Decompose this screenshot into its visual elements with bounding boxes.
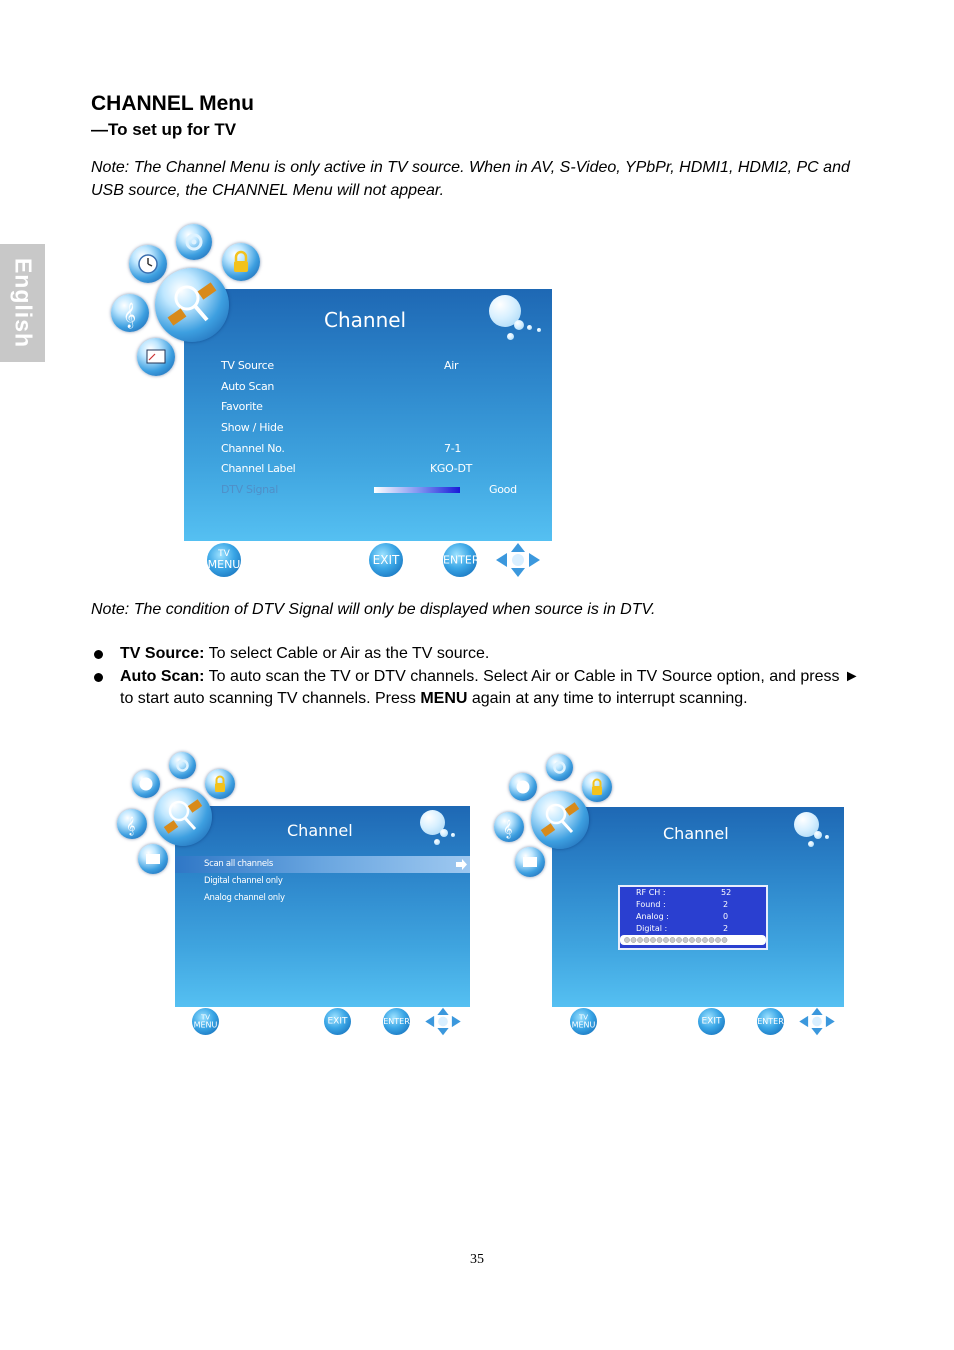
option-digital-channel-only[interactable]: Digital channel only <box>204 876 283 886</box>
navigation-arrows-icon[interactable] <box>424 1007 462 1036</box>
menu-value-dtv-signal: Good <box>489 483 517 496</box>
page-number: 35 <box>470 1252 484 1267</box>
menu-title: Channel <box>324 308 407 332</box>
menu-item-auto-scan[interactable]: Auto Scan <box>221 380 275 393</box>
channel-menu-screenshot <box>89 210 552 578</box>
term-tv-source: TV Source: <box>120 645 205 662</box>
feature-list <box>91 643 861 711</box>
exit-button[interactable]: EXIT <box>369 543 403 577</box>
desc-auto-scan-end: again at any time to interrupt scanning. <box>467 690 748 707</box>
desc-tv-source: To select Cable or Air as the TV source. <box>204 645 490 662</box>
option-analog-channel-only[interactable]: Analog channel only <box>204 893 285 903</box>
settings-gear-icon <box>169 752 196 779</box>
music-note-icon <box>494 812 524 842</box>
list-item-auto-scan <box>91 666 861 711</box>
scan-label-analog: Analog : <box>636 912 669 921</box>
scan-progress-bar <box>620 935 766 945</box>
enter-button[interactable]: ENTER <box>757 1008 784 1035</box>
enter-button[interactable]: ENTER <box>383 1008 410 1035</box>
tv-menu-button[interactable]: TV MENU <box>192 1008 219 1035</box>
scan-value-digital: 2 <box>723 924 729 933</box>
screen-picture-icon <box>515 847 545 877</box>
scan-progress-dots <box>623 936 733 944</box>
menu-key-name: MENU <box>420 690 468 707</box>
decor-bubble <box>814 831 822 839</box>
enter-button[interactable]: ENTER <box>443 543 477 577</box>
svg-text:𝄞: 𝄞 <box>126 816 136 835</box>
navigation-arrows-icon[interactable] <box>798 1007 836 1036</box>
list-item-tv-source <box>91 643 861 666</box>
auto-scan-options-screenshot <box>104 740 470 1036</box>
tv-menu-button[interactable]: TV MENU <box>207 543 241 577</box>
decor-bubble <box>440 829 448 837</box>
option-scan-all-channels[interactable]: Scan all channels <box>204 859 273 869</box>
svg-text:𝄞: 𝄞 <box>123 303 137 328</box>
tv-menu-button[interactable]: TV MENU <box>570 1008 597 1035</box>
svg-text:𝄞: 𝄞 <box>503 819 513 838</box>
exit-button[interactable]: EXIT <box>698 1008 725 1035</box>
decor-bubble <box>537 328 541 332</box>
section-heading: CHANNEL Menu <box>91 92 254 115</box>
decor-bubble <box>507 333 514 340</box>
scan-label-digital: Digital : <box>636 924 668 933</box>
menu-item-dtv-signal: DTV Signal <box>221 483 279 496</box>
menu-item-favorite[interactable]: Favorite <box>221 400 263 413</box>
screen-picture-icon <box>137 338 175 376</box>
menu-item-tv-source[interactable]: TV Source <box>221 359 274 372</box>
screen-picture-icon <box>138 844 168 874</box>
arrow-right-icon <box>454 858 468 871</box>
term-auto-scan: Auto Scan: <box>120 667 205 685</box>
scan-value-rf-ch: 52 <box>721 888 732 897</box>
section-subheading: —To set up for TV <box>91 120 237 139</box>
menu-item-channel-no[interactable]: Channel No. <box>221 442 285 455</box>
bullet-dot <box>94 673 103 682</box>
music-note-icon <box>117 809 147 839</box>
settings-gear-icon <box>176 224 212 260</box>
menu-item-show-hide[interactable]: Show / Hide <box>221 421 284 434</box>
channel-satellite-icon <box>154 788 212 846</box>
bullet-dot <box>94 650 103 659</box>
scan-label-found: Found : <box>636 900 666 909</box>
note-channel-menu: Note: The Channel Menu is only active in TV source. When in AV, S-Video, YPbPr, HDMI1, HDMI2, PC and USB source, the CHANNEL Menu will not appear. <box>91 159 850 199</box>
menu-title: Channel <box>287 821 353 840</box>
auto-scan-progress-screenshot <box>482 742 844 1038</box>
menu-value-channel-label: KGO-DT <box>430 462 473 475</box>
menu-value-tv-source: Air <box>444 359 459 372</box>
channel-satellite-icon <box>155 268 229 342</box>
dtv-signal-bar <box>374 487 460 493</box>
decor-bubble <box>434 839 440 845</box>
desc-auto-scan: To auto scan the TV or DTV channels. Select Air or Cable in TV Source option, and press ► to start auto scanning TV channels. Press <box>120 667 860 707</box>
menu-value-channel-no: 7-1 <box>444 442 462 455</box>
settings-gear-icon <box>546 754 573 781</box>
scan-label-rf-ch: RF CH : <box>636 888 666 897</box>
decor-bubble <box>451 833 455 837</box>
decor-bubble <box>514 320 524 330</box>
decor-bubble <box>808 841 814 847</box>
scan-value-found: 2 <box>723 900 729 909</box>
menu-title: Channel <box>663 824 729 843</box>
exit-button[interactable]: EXIT <box>324 1008 351 1035</box>
scan-value-analog: 0 <box>723 912 729 921</box>
navigation-arrows-icon[interactable] <box>495 542 541 578</box>
menu-item-channel-label[interactable]: Channel Label <box>221 462 296 475</box>
music-note-icon <box>111 294 149 332</box>
decor-bubble <box>527 325 532 330</box>
decor-bubble <box>825 835 829 839</box>
note-dtv-signal: Note: The condition of DTV Signal will only be displayed when source is in DTV. <box>91 601 656 618</box>
channel-satellite-icon <box>531 791 589 849</box>
language-side-tab <box>0 244 45 362</box>
side-tab-label: English <box>10 257 36 349</box>
